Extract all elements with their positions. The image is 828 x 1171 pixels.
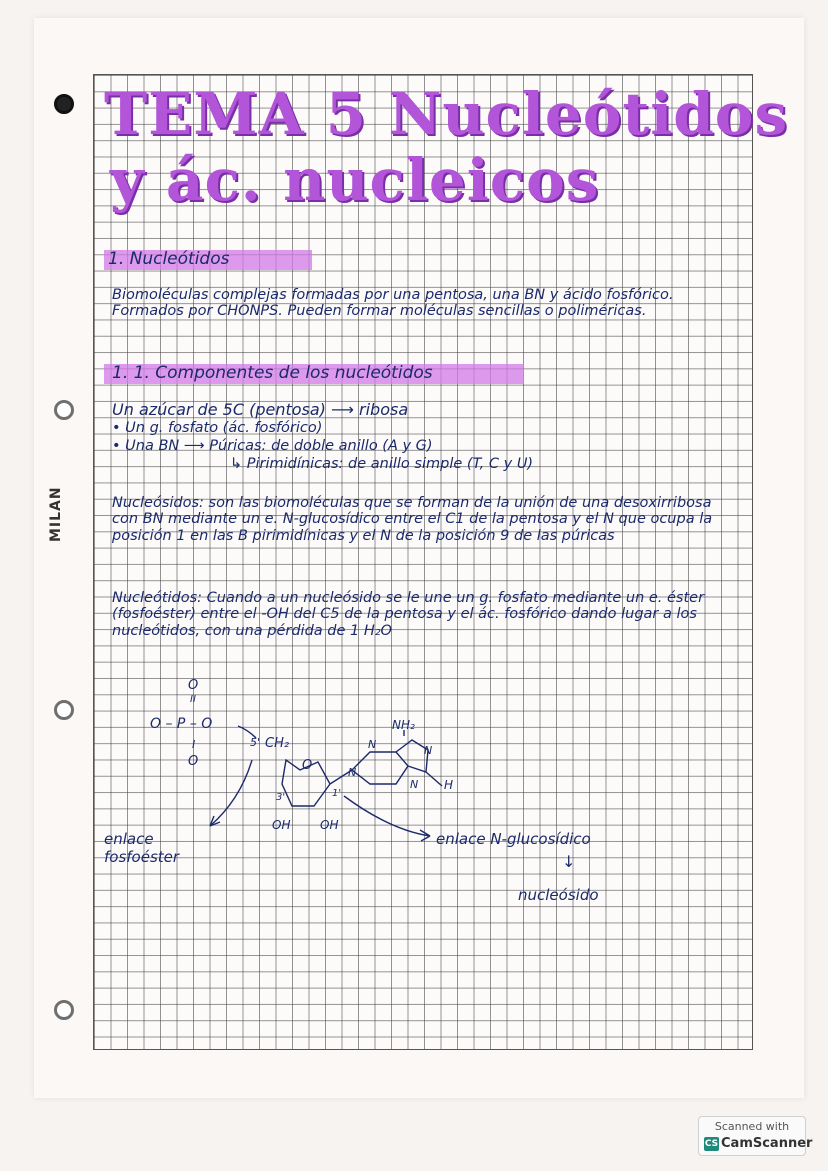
title-line-1: TEMA 5 Nucleótidos: [104, 80, 789, 148]
label-enlace-glucosidico: enlace N-glucosídico: [436, 830, 591, 848]
paragraph-nucleotidos: Nucleótidos: Cuando a un nucleósido se le une un g. fosfato mediante un e. éster (fosfoéster) entre el -OH del C5 de la pentosa y el ác. fosfórico dando lugar a los nucleótidos, con una pérdida de 1 H₂O: [112, 590, 705, 639]
diagram-label: N: [368, 738, 377, 751]
diagram-label: OH: [272, 818, 291, 832]
binder-hole: [54, 94, 74, 114]
binder-hole: [54, 700, 74, 720]
arrow-down-icon: ↓: [562, 852, 576, 871]
section-heading-nucleotidos: 1. Nucleótidos: [108, 249, 230, 269]
label-nucleosido: nucleósido: [518, 886, 599, 904]
diagram-label: 1': [332, 788, 342, 799]
label-enlace-fosfoester: enlace: [104, 830, 154, 848]
camscanner-badge: [698, 1116, 813, 1156]
paragraph-nucleosidos: Nucleósidos: son las biomoléculas que se forman de la unión de una desoxirribosa con BN mediante un e. N-glucosídico entre el C1 de la pentosa y el N que ocupa la posición 1 en las B pirimidínicas y el N de la posición 9 de las púricas: [112, 495, 713, 544]
camscanner-logo-icon: CS: [704, 1139, 719, 1149]
section-heading-componentes: 1. 1. Componentes de los nucleótidos: [112, 363, 433, 383]
list-item: • Un g. fosfato (ác. fosfórico): [112, 420, 323, 436]
section-text-nucleotidos: Biomoléculas complejas formadas por una pentosa, una BN y ácido fosfórico. Formados por CHONPS. Pueden formar moléculas sencillas o poliméricas.: [112, 287, 674, 320]
list-item: ↳ Pirimidínicas: de anillo simple (T, C y U): [230, 456, 534, 472]
diagram-label: O: [188, 754, 199, 769]
diagram-label: O: [302, 758, 313, 773]
binder-hole: [54, 1000, 74, 1020]
diagram-label: 3': [276, 792, 286, 803]
diagram-label: OH: [320, 818, 339, 832]
diagram-label: N: [424, 744, 433, 757]
label-enlace-fosfoester: fosfoéster: [104, 848, 180, 866]
diagram-label: H: [444, 778, 454, 792]
list-item: Un azúcar de 5C (pentosa) ⟶ ribosa: [112, 400, 409, 419]
diagram-label: O – P – O: [150, 716, 213, 732]
diagram-label: N: [348, 766, 357, 779]
diagram-label: I: [192, 738, 196, 751]
diagram-label: 5': [250, 736, 261, 749]
diagram-label: O: [188, 678, 199, 693]
diagram-label: NH₂: [392, 718, 415, 732]
list-item: • Una BN ⟶ Púricas: de doble anillo (A y G): [112, 438, 433, 454]
title-line-2: y ác. nucleicos: [110, 146, 600, 214]
badge-brand: CamScanner: [721, 1136, 813, 1151]
diagram-label: N: [410, 778, 419, 791]
binder-hole: [54, 400, 74, 420]
brand-label: MILAN: [48, 486, 64, 542]
grid-paper: [93, 74, 753, 1050]
diagram-label: CH₂: [265, 736, 290, 751]
badge-caption: Scanned with: [714, 1120, 790, 1133]
diagram-label: II: [190, 694, 196, 705]
